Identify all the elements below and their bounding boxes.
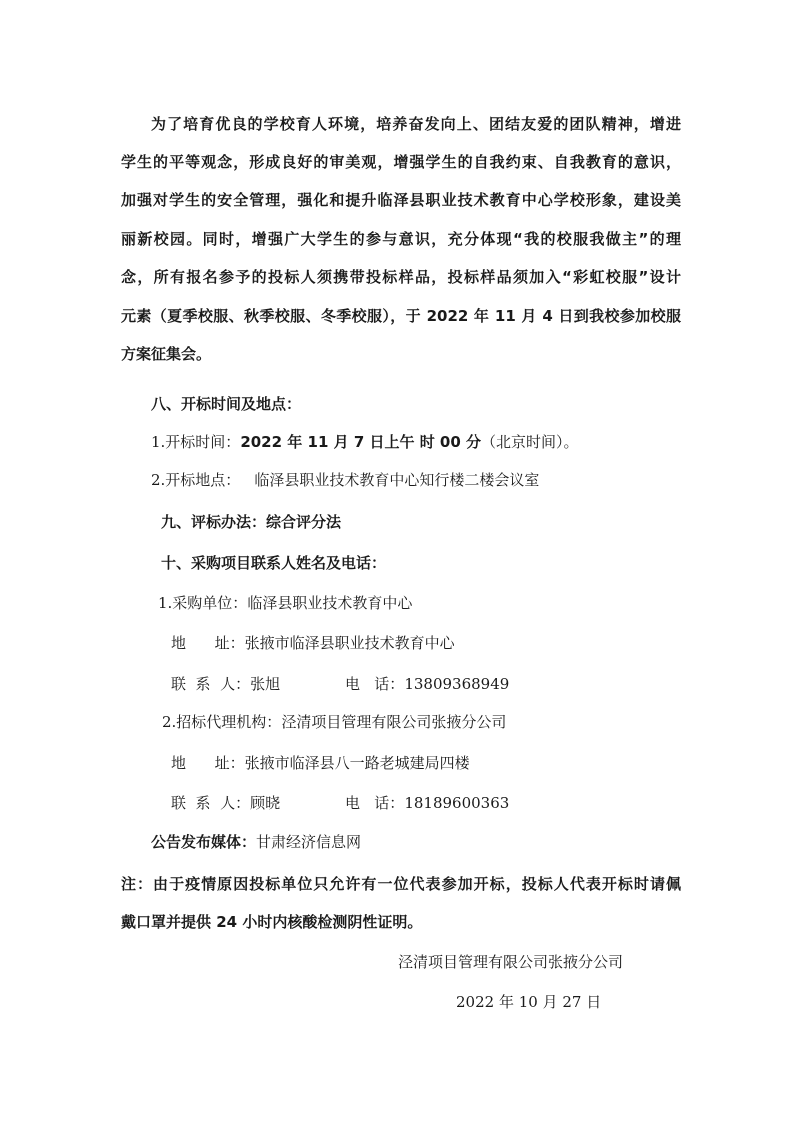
buyer-row	[158, 592, 412, 614]
buyer-address-label: 地 址：	[171, 634, 245, 652]
agent-address-row	[171, 752, 470, 774]
buyer-contact-value: 张旭	[250, 675, 281, 693]
buyer-phone-row	[345, 673, 509, 695]
intro-line-1: 为了培育优良的学校育人环境，培养奋发向上、团结友爱的团队精神，增进	[151, 115, 681, 133]
bid-opening-time-row	[151, 431, 579, 453]
buyer-value: 临泽县职业技术教育中心	[247, 594, 413, 612]
media-row	[151, 831, 361, 853]
buyer-phone-value: 13809368949	[404, 675, 510, 693]
section10-heading: 十、采购项目联系人姓名及电话：	[161, 554, 387, 572]
agent-row	[162, 711, 506, 733]
intro-line-5: 念，所有报名参予的投标人须携带投标样品，投标样品须加入“彩虹校服”设计	[121, 268, 681, 286]
intro-line-7: 方案征集会。	[121, 345, 212, 363]
buyer-contact-label: 联 系 人：	[171, 675, 251, 693]
note-line-2: 戴口罩并提供 24 小时内核酸检测阴性证明。	[121, 913, 423, 931]
agent-label: 2.招标代理机构：	[162, 713, 282, 731]
signature-org: 泾清项目管理有限公司张掖分公司	[398, 953, 624, 971]
buyer-address-row	[171, 632, 455, 654]
agent-contact-value: 顾晓	[250, 794, 281, 812]
agent-contact-row	[171, 792, 280, 814]
agent-contact-label: 联 系 人：	[171, 794, 251, 812]
agent-phone-label: 电 话：	[345, 794, 405, 812]
bid-opening-place-value: 临泽县职业技术教育中心知行楼二楼会议室	[254, 471, 540, 489]
agent-value: 泾清项目管理有限公司张掖分公司	[281, 713, 507, 731]
bid-opening-place-label: 2.开标地点：	[151, 471, 241, 489]
bid-opening-place-row	[151, 469, 539, 491]
agent-address-value: 张掖市临泽县八一路老城建局四楼	[244, 754, 470, 772]
agent-address-label: 地 址：	[171, 754, 245, 772]
buyer-address-value: 张掖市临泽县职业技术教育中心	[244, 634, 455, 652]
section9-heading: 九、评标办法：综合评分法	[161, 513, 342, 531]
agent-phone-row	[345, 792, 509, 814]
agent-phone-value: 18189600363	[404, 794, 510, 812]
media-label: 公告发布媒体：	[151, 833, 257, 851]
intro-line-4: 丽新校园。同时，增强广大学生的参与意识，充分体现“我的校服我做主”的理	[121, 230, 681, 248]
bid-opening-time-note: （北京时间）。	[481, 433, 579, 451]
intro-line-6: 元素（夏季校服、秋季校服、冬季校服），于 2022 年 11 月 4 日到我校参加校服	[121, 307, 681, 325]
buyer-contact-row	[171, 673, 280, 695]
buyer-phone-label: 电 话：	[345, 675, 405, 693]
bid-opening-time-label: 1.开标时间：	[151, 433, 241, 451]
media-value: 甘肃经济信息网	[256, 833, 362, 851]
note-line-1: 注：由于疫情原因投标单位只允许有一位代表参加开标，投标人代表开标时请佩	[121, 875, 681, 893]
signature-date: 2022 年 10 月 27 日	[456, 993, 602, 1011]
buyer-label: 1.采购单位：	[158, 594, 248, 612]
intro-line-2: 学生的平等观念，形成良好的审美观，增强学生的自我约束、自我教育的意识，	[121, 153, 681, 171]
bid-opening-time-value: 2022 年 11 月 7 日上午 时 00 分	[240, 433, 482, 451]
section8-heading: 八、开标时间及地点：	[151, 395, 302, 413]
intro-line-3: 加强对学生的安全管理，强化和提升临泽县职业技术教育中心学校形象，建设美	[121, 191, 681, 209]
